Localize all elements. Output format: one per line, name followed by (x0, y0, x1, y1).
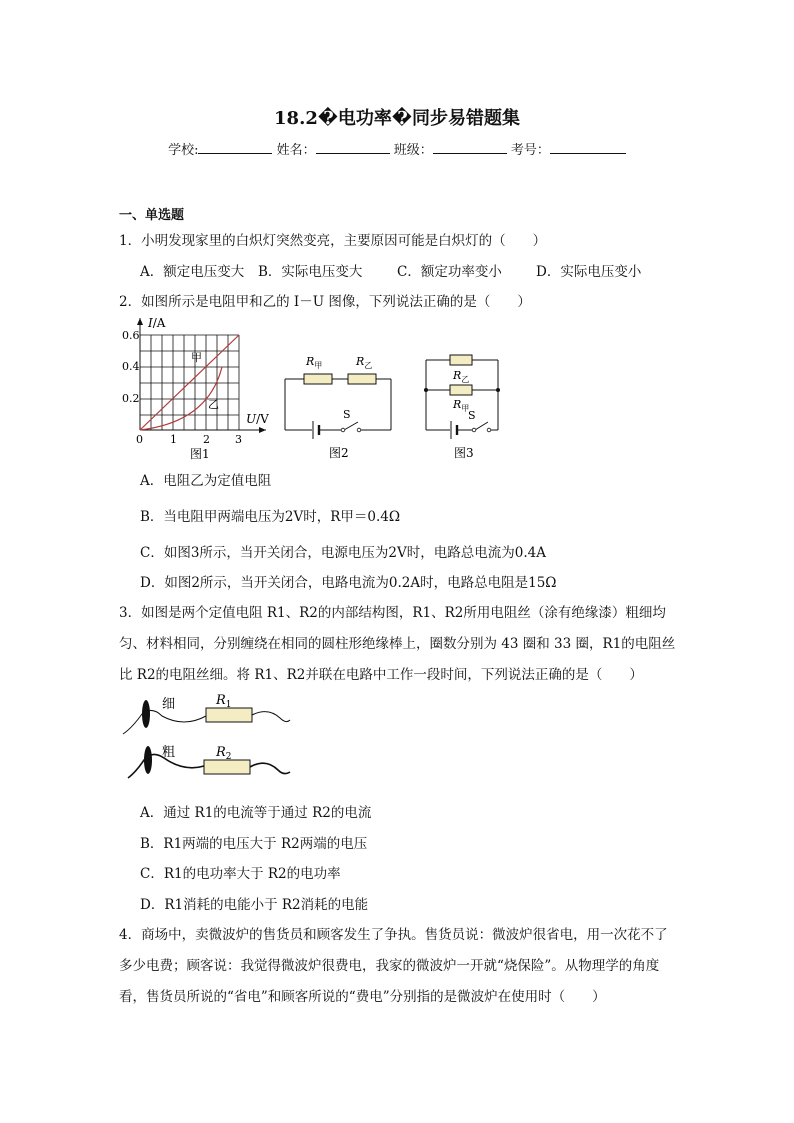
class-field[interactable] (433, 141, 507, 154)
r-yi-parallel-label: $R_乙$ (453, 369, 470, 384)
thick-wire-end (144, 746, 152, 774)
figure-1-caption: 图1 (190, 447, 210, 461)
r1-label: $R_1$ (216, 693, 232, 710)
figure-3-parallel-circuit (418, 350, 508, 462)
resistor-r2 (204, 760, 250, 774)
y-axis-arrow (137, 318, 143, 325)
y-axis-label: I/A (148, 316, 166, 330)
y-tick-0.4: 0.4 (122, 360, 140, 373)
figure-2-caption: 图2 (329, 446, 349, 460)
x-axis-label: U/V (246, 412, 269, 426)
exam-number-label: 考号： (510, 143, 550, 158)
resistor-jia-parallel (450, 385, 472, 395)
document-title: 18.2�电功率�同步易错题集 (274, 108, 520, 129)
school-label: 学校: (168, 143, 199, 158)
question-3-option-b[interactable]: B．R1两端的电压大于 R2两端的电压 (140, 836, 368, 852)
question-1-option-b[interactable]: B．实际电压变大 (258, 264, 363, 280)
thick-label: 粗 (162, 745, 176, 760)
question-4-stem: 4．商场中，卖微波炉的售货员和顾客发生了争执。售货员说：微波炉很省电，用一次花不了多少电费；顾客说：我觉得微波炉很费电，我家的微波炉一开就“烧保险”。从物理学的角度看，售货员所说的“省电”和顾客所说的“费电”分别指的是微波炉在使用时（ ） (119, 927, 668, 1005)
curve-jia-label: 甲 (191, 351, 202, 364)
curve-yi-label: 乙 (208, 398, 219, 411)
x-tick-3: 3 (235, 433, 242, 446)
section-title: 一、单选题 (119, 208, 185, 223)
question-2-option-b[interactable]: B．当电阻甲两端电压为2V时，R甲＝0.4Ω (140, 509, 401, 525)
r2-label: $R_2$ (216, 745, 232, 762)
student-info-line (0, 139, 794, 158)
switch-label: S (343, 408, 351, 421)
question-3-stem: 3．如图是两个定值电阻 R1、R2的内部结构图，R1、R2所用电阻丝（涂有绝缘漆）粗细均匀、材料相同，分别缠绕在相同的圆柱形绝缘棒上，圈数分别为 43 圈和 33 圈，R1的电阻丝比 R2的电阻丝细。将 R1、R2并联在电路中工作一段时间，下列说法正确的是（ ） (119, 605, 676, 683)
y-tick-0.6: 0.6 (122, 329, 140, 342)
name-field[interactable] (316, 141, 390, 154)
r-yi-label: $R_乙$ (356, 355, 373, 370)
thin-wire-end (142, 700, 150, 728)
figure-2-series-circuit (280, 350, 400, 462)
figure-3-caption: 图3 (454, 446, 474, 460)
x-tick-1: 1 (170, 433, 177, 446)
question-2-option-c[interactable]: C．如图3所示，当开关闭合，电源电压为2V时，电路总电流为0.4A (140, 545, 546, 561)
question-3-option-c[interactable]: C．R1的电功率大于 R2的电功率 (140, 866, 341, 882)
y-tick-0.2: 0.2 (122, 392, 140, 405)
question-3-option-d[interactable]: D．R1消耗的电能小于 R2消耗的电能 (140, 897, 369, 913)
school-field[interactable] (198, 141, 272, 154)
x-tick-2: 2 (203, 433, 210, 446)
x-tick-0: 0 (136, 433, 143, 446)
question-2-option-d[interactable]: D．如图2所示，当开关闭合，电路电流为0.2A时，电路总电阻是15Ω (140, 575, 557, 591)
name-label: 姓名： (276, 143, 316, 158)
x-axis-arrow (259, 427, 266, 433)
resistor-jia (304, 374, 332, 384)
thin-label: 细 (162, 697, 176, 712)
question-1-option-d[interactable]: D．实际电压变小 (536, 264, 642, 280)
resistor-r1 (206, 708, 252, 722)
r-jia-label: $R_甲$ (306, 355, 323, 370)
figure-1-iu-graph (118, 312, 278, 462)
question-3-option-a[interactable]: A．通过 R1的电流等于通过 R2的电流 (140, 805, 372, 821)
question-1-option-a[interactable]: A．额定电压变大 (140, 264, 245, 280)
r-jia-parallel-label: $R_甲$ (453, 398, 470, 413)
figure-resistor-structure (118, 688, 298, 784)
question-2-stem: 2．如图所示是电阻甲和乙的 I－U 图像，下列说法正确的是（ ） (119, 294, 531, 310)
resistor-yi (348, 374, 376, 384)
resistor-yi-parallel (450, 355, 472, 365)
class-label: 班级： (393, 143, 433, 158)
switch-label-parallel: S (468, 409, 476, 422)
question-1-stem: 1．小明发现家里的白炽灯突然变亮，主要原因可能是白炽灯的（ ） (119, 233, 547, 249)
question-1-option-c[interactable]: C．额定功率变小 (397, 264, 502, 280)
question-2-option-a[interactable]: A．电阻乙为定值电阻 (140, 473, 272, 489)
exam-number-field[interactable] (550, 141, 626, 154)
curve-jia (140, 335, 239, 430)
